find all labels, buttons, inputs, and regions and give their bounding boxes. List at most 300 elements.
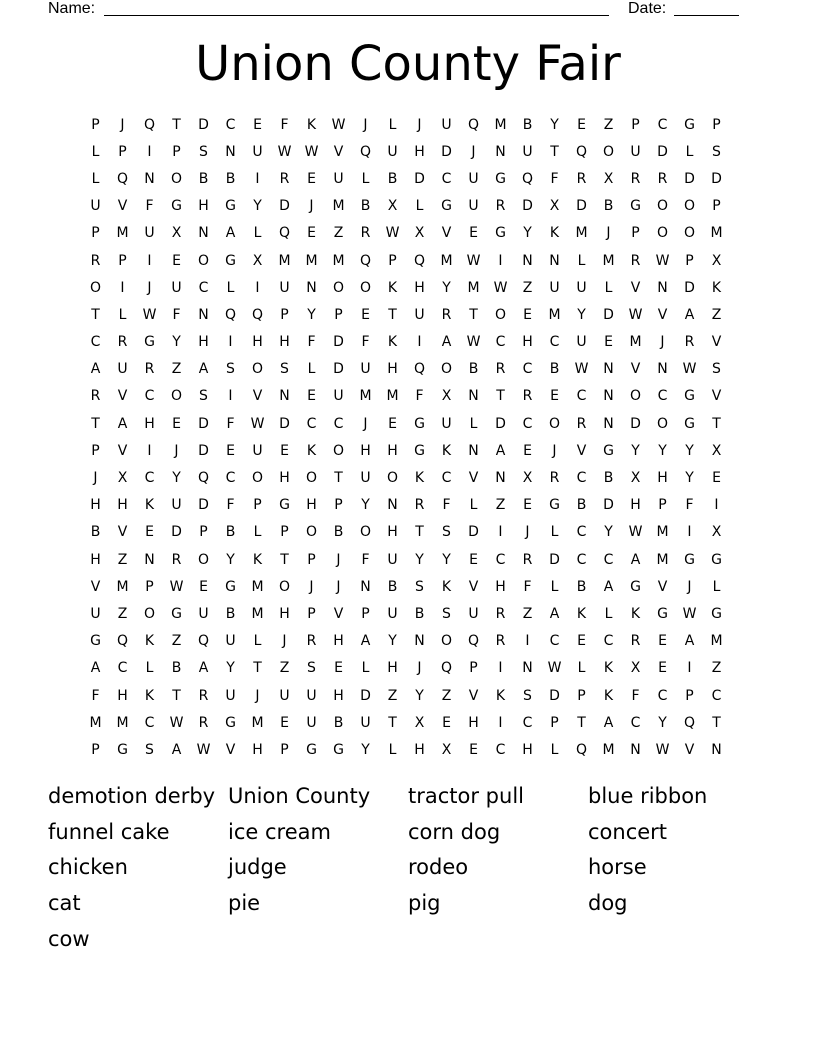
grid-letter[interactable]: N [144, 170, 155, 187]
grid-letter[interactable]: E [658, 660, 667, 677]
grid-letter[interactable]: U [333, 170, 344, 187]
grid-letter[interactable]: L [685, 143, 694, 160]
grid-letter[interactable]: R [90, 388, 101, 405]
grid-letter[interactable]: Q [197, 470, 210, 487]
grid-letter[interactable]: M [656, 524, 669, 541]
grid-letter[interactable]: L [388, 116, 397, 133]
grid-letter[interactable]: X [549, 198, 560, 215]
grid-letter[interactable]: O [440, 361, 453, 378]
grid-letter[interactable]: H [387, 660, 398, 677]
grid-letter[interactable]: D [576, 198, 587, 215]
grid-letter[interactable]: C [657, 116, 668, 133]
grid-letter[interactable]: B [333, 714, 344, 731]
grid-letter[interactable]: I [714, 497, 719, 514]
grid-letter[interactable]: H [144, 415, 155, 432]
grid-letter[interactable]: Z [495, 497, 506, 514]
grid-letter[interactable]: M [116, 225, 129, 242]
grid-letter[interactable]: I [498, 660, 503, 677]
grid-letter[interactable]: P [118, 252, 127, 269]
grid-letter[interactable]: D [171, 524, 182, 541]
grid-letter[interactable]: U [225, 633, 236, 650]
grid-letter[interactable]: V [630, 361, 641, 378]
grid-letter[interactable]: R [684, 334, 695, 351]
grid-letter[interactable]: P [172, 143, 181, 160]
grid-letter[interactable]: B [387, 170, 398, 187]
grid-letter[interactable]: Q [116, 170, 129, 187]
grid-letter[interactable]: L [253, 524, 262, 541]
grid-letter[interactable]: F [226, 415, 235, 432]
grid-letter[interactable]: X [522, 470, 533, 487]
grid-letter[interactable]: Y [415, 687, 424, 704]
grid-letter[interactable]: K [144, 687, 155, 704]
grid-letter[interactable]: L [550, 578, 559, 595]
grid-letter[interactable]: G [495, 225, 506, 242]
grid-letter[interactable]: O [359, 279, 372, 296]
grid-letter[interactable]: O [656, 198, 669, 215]
grid-letter[interactable]: G [495, 170, 506, 187]
grid-letter[interactable]: W [169, 578, 184, 595]
grid-letter[interactable]: K [711, 279, 722, 296]
grid-letter[interactable]: O [656, 225, 669, 242]
grid-letter[interactable]: X [711, 252, 722, 269]
grid-letter[interactable]: C [495, 551, 506, 568]
grid-letter[interactable]: U [90, 605, 101, 622]
grid-letter[interactable]: I [120, 279, 125, 296]
grid-letter[interactable]: G [279, 497, 290, 514]
grid-letter[interactable]: J [336, 578, 341, 595]
grid-letter[interactable]: U [522, 143, 533, 160]
grid-letter[interactable]: G [306, 741, 317, 758]
grid-letter[interactable]: I [147, 252, 152, 269]
grid-letter[interactable]: E [658, 633, 667, 650]
grid-letter[interactable]: Z [522, 279, 533, 296]
grid-letter[interactable]: N [711, 741, 722, 758]
grid-letter[interactable]: D [684, 170, 695, 187]
grid-letter[interactable]: L [91, 170, 100, 187]
grid-letter[interactable]: M [116, 714, 129, 731]
grid-letter[interactable]: G [225, 252, 236, 269]
grid-letter[interactable]: E [361, 306, 370, 323]
grid-letter[interactable]: C [144, 388, 155, 405]
grid-letter[interactable]: V [684, 741, 695, 758]
grid-letter[interactable]: W [196, 741, 211, 758]
grid-letter[interactable]: A [603, 578, 614, 595]
grid-letter[interactable]: S [442, 605, 451, 622]
grid-letter[interactable]: W [385, 225, 400, 242]
grid-letter[interactable]: D [333, 361, 344, 378]
grid-letter[interactable]: E [307, 388, 316, 405]
grid-letter[interactable]: O [386, 470, 399, 487]
grid-letter[interactable]: T [172, 116, 181, 133]
grid-letter[interactable]: J [282, 633, 287, 650]
grid-letter[interactable]: J [309, 578, 314, 595]
grid-letter[interactable]: R [630, 170, 641, 187]
grid-letter[interactable]: C [657, 687, 668, 704]
grid-letter[interactable]: K [603, 687, 614, 704]
grid-letter[interactable]: C [90, 334, 101, 351]
grid-letter[interactable]: X [630, 470, 641, 487]
grid-letter[interactable]: U [252, 143, 263, 160]
grid-letter[interactable]: A [495, 442, 506, 459]
grid-letter[interactable]: N [522, 252, 533, 269]
grid-letter[interactable]: J [147, 279, 152, 296]
grid-letter[interactable]: Z [117, 551, 128, 568]
grid-letter[interactable]: S [199, 143, 208, 160]
grid-letter[interactable]: E [172, 252, 181, 269]
grid-letter[interactable]: P [469, 660, 478, 677]
grid-letter[interactable]: W [655, 741, 670, 758]
grid-letter[interactable]: Z [171, 361, 182, 378]
grid-letter[interactable]: C [576, 524, 587, 541]
grid-letter[interactable]: B [225, 170, 236, 187]
grid-letter[interactable]: C [495, 334, 506, 351]
grid-letter[interactable]: O [251, 470, 264, 487]
grid-letter[interactable]: T [91, 306, 100, 323]
grid-letter[interactable]: N [414, 633, 425, 650]
grid-letter[interactable]: O [278, 578, 291, 595]
grid-letter[interactable]: K [576, 605, 587, 622]
grid-letter[interactable]: L [388, 741, 397, 758]
grid-letter[interactable]: F [145, 198, 154, 215]
grid-letter[interactable]: E [550, 388, 559, 405]
grid-letter[interactable]: E [523, 497, 532, 514]
grid-letter[interactable]: H [657, 470, 668, 487]
grid-letter[interactable]: L [307, 361, 316, 378]
grid-letter[interactable]: E [226, 442, 235, 459]
grid-letter[interactable]: Y [415, 551, 424, 568]
grid-letter[interactable]: N [603, 415, 614, 432]
grid-letter[interactable]: G [171, 198, 182, 215]
grid-letter[interactable]: P [145, 578, 154, 595]
grid-letter[interactable]: S [145, 741, 154, 758]
grid-letter[interactable]: M [251, 714, 264, 731]
grid-letter[interactable]: W [142, 306, 157, 323]
grid-letter[interactable]: E [307, 170, 316, 187]
grid-letter[interactable]: Y [361, 497, 370, 514]
grid-letter[interactable]: P [334, 497, 343, 514]
grid-letter[interactable]: F [550, 170, 559, 187]
grid-letter[interactable]: F [685, 497, 694, 514]
grid-letter[interactable]: H [117, 687, 128, 704]
grid-letter[interactable]: W [682, 605, 697, 622]
grid-letter[interactable]: I [147, 442, 152, 459]
grid-letter[interactable]: D [603, 306, 614, 323]
grid-letter[interactable]: T [280, 551, 289, 568]
grid-letter[interactable]: U [306, 714, 317, 731]
grid-letter[interactable]: A [171, 741, 182, 758]
grid-letter[interactable]: Z [117, 605, 128, 622]
grid-letter[interactable]: C [576, 470, 587, 487]
grid-letter[interactable]: P [280, 741, 289, 758]
grid-letter[interactable]: D [522, 198, 533, 215]
grid-letter[interactable]: A [603, 714, 614, 731]
grid-letter[interactable]: H [252, 741, 263, 758]
grid-letter[interactable]: B [333, 524, 344, 541]
grid-letter[interactable]: Z [171, 633, 182, 650]
grid-letter[interactable]: C [144, 470, 155, 487]
grid-letter[interactable]: U [468, 170, 479, 187]
grid-letter[interactable]: F [280, 116, 289, 133]
grid-letter[interactable]: Q [413, 361, 426, 378]
grid-letter[interactable]: V [576, 442, 587, 459]
grid-letter[interactable]: D [279, 198, 290, 215]
grid-letter[interactable]: T [469, 306, 478, 323]
grid-letter[interactable]: G [603, 442, 614, 459]
grid-letter[interactable]: P [712, 198, 721, 215]
grid-letter[interactable]: G [225, 198, 236, 215]
grid-letter[interactable]: A [198, 361, 209, 378]
grid-letter[interactable]: C [306, 415, 317, 432]
grid-letter[interactable]: C [576, 551, 587, 568]
grid-letter[interactable]: V [117, 442, 128, 459]
grid-letter[interactable]: V [711, 334, 722, 351]
grid-letter[interactable]: Q [197, 633, 210, 650]
grid-letter[interactable]: D [198, 497, 209, 514]
grid-letter[interactable]: R [495, 633, 506, 650]
grid-letter[interactable]: H [198, 198, 209, 215]
grid-letter[interactable]: E [577, 633, 586, 650]
grid-letter[interactable]: I [687, 524, 692, 541]
grid-letter[interactable]: L [604, 279, 613, 296]
grid-letter[interactable]: M [332, 252, 345, 269]
grid-letter[interactable]: R [306, 633, 317, 650]
grid-letter[interactable]: J [363, 116, 368, 133]
grid-letter[interactable]: Z [711, 660, 722, 677]
grid-letter[interactable]: V [657, 578, 668, 595]
grid-letter[interactable]: Q [224, 306, 237, 323]
grid-letter[interactable]: C [495, 741, 506, 758]
grid-letter[interactable]: R [630, 633, 641, 650]
grid-letter[interactable]: W [331, 116, 346, 133]
grid-letter[interactable]: V [252, 388, 263, 405]
grid-letter[interactable]: Z [522, 605, 533, 622]
grid-letter[interactable]: R [279, 170, 290, 187]
grid-letter[interactable]: R [630, 252, 641, 269]
grid-letter[interactable]: M [467, 279, 480, 296]
grid-letter[interactable]: R [657, 170, 668, 187]
grid-letter[interactable]: L [550, 741, 559, 758]
grid-letter[interactable]: U [576, 334, 587, 351]
grid-letter[interactable]: B [198, 170, 209, 187]
grid-letter[interactable]: P [658, 497, 667, 514]
grid-letter[interactable]: N [306, 279, 317, 296]
grid-letter[interactable]: W [169, 714, 184, 731]
grid-letter[interactable]: K [630, 605, 641, 622]
grid-letter[interactable]: D [711, 170, 722, 187]
grid-letter[interactable]: N [657, 279, 668, 296]
grid-letter[interactable]: H [387, 524, 398, 541]
grid-letter[interactable]: T [172, 687, 181, 704]
grid-letter[interactable]: Z [387, 687, 398, 704]
grid-letter[interactable]: E [280, 442, 289, 459]
grid-letter[interactable]: B [468, 361, 479, 378]
grid-letter[interactable]: J [255, 687, 260, 704]
grid-letter[interactable]: F [523, 578, 532, 595]
grid-letter[interactable]: L [550, 524, 559, 541]
grid-letter[interactable]: A [90, 361, 101, 378]
grid-letter[interactable]: U [198, 605, 209, 622]
date-write-line[interactable] [674, 15, 739, 16]
grid-letter[interactable]: T [550, 143, 559, 160]
grid-letter[interactable]: J [606, 225, 611, 242]
grid-letter[interactable]: V [657, 306, 668, 323]
grid-letter[interactable]: U [90, 198, 101, 215]
grid-letter[interactable]: O [683, 198, 696, 215]
grid-letter[interactable]: D [198, 415, 209, 432]
grid-letter[interactable]: L [91, 143, 100, 160]
grid-letter[interactable]: C [522, 361, 533, 378]
grid-letter[interactable]: L [118, 306, 127, 323]
grid-letter[interactable]: U [279, 279, 290, 296]
grid-letter[interactable]: M [359, 388, 372, 405]
grid-letter[interactable]: P [280, 524, 289, 541]
grid-letter[interactable]: R [117, 334, 128, 351]
grid-letter[interactable]: Z [333, 225, 344, 242]
grid-letter[interactable]: V [117, 198, 128, 215]
grid-letter[interactable]: M [386, 388, 399, 405]
grid-letter[interactable]: U [252, 442, 263, 459]
grid-letter[interactable]: X [414, 225, 425, 242]
grid-letter[interactable]: P [253, 497, 262, 514]
grid-letter[interactable]: G [711, 605, 722, 622]
grid-letter[interactable]: W [628, 306, 643, 323]
grid-letter[interactable]: H [522, 741, 533, 758]
grid-letter[interactable]: S [712, 361, 721, 378]
grid-letter[interactable]: P [307, 551, 316, 568]
grid-letter[interactable]: Q [440, 660, 453, 677]
grid-letter[interactable]: Q [683, 714, 696, 731]
grid-letter[interactable]: T [712, 714, 721, 731]
grid-letter[interactable]: G [630, 198, 641, 215]
grid-letter[interactable]: E [469, 741, 478, 758]
grid-letter[interactable]: V [630, 279, 641, 296]
grid-letter[interactable]: J [120, 116, 125, 133]
grid-letter[interactable]: H [279, 334, 290, 351]
grid-letter[interactable]: L [415, 198, 424, 215]
grid-letter[interactable]: H [387, 442, 398, 459]
grid-letter[interactable]: J [660, 334, 665, 351]
grid-letter[interactable]: U [279, 687, 290, 704]
grid-letter[interactable]: B [576, 497, 587, 514]
grid-letter[interactable]: T [388, 714, 397, 731]
grid-letter[interactable]: I [525, 633, 530, 650]
grid-letter[interactable]: X [414, 714, 425, 731]
grid-letter[interactable]: G [144, 334, 155, 351]
grid-letter[interactable]: P [91, 116, 100, 133]
grid-letter[interactable]: L [361, 660, 370, 677]
grid-letter[interactable]: M [332, 198, 345, 215]
grid-letter[interactable]: J [93, 470, 98, 487]
grid-letter[interactable]: P [361, 605, 370, 622]
grid-letter[interactable]: T [91, 415, 100, 432]
grid-letter[interactable]: E [469, 551, 478, 568]
grid-letter[interactable]: L [712, 578, 721, 595]
grid-letter[interactable]: U [549, 279, 560, 296]
grid-letter[interactable]: Y [307, 306, 316, 323]
grid-letter[interactable]: X [603, 170, 614, 187]
grid-letter[interactable]: J [525, 524, 530, 541]
grid-letter[interactable]: R [441, 306, 452, 323]
grid-letter[interactable]: Z [711, 306, 722, 323]
grid-letter[interactable]: Q [359, 252, 372, 269]
grid-letter[interactable]: C [117, 660, 128, 677]
grid-letter[interactable]: F [172, 306, 181, 323]
grid-letter[interactable]: N [279, 388, 290, 405]
grid-letter[interactable]: B [90, 524, 101, 541]
grid-letter[interactable]: F [415, 388, 424, 405]
grid-letter[interactable]: H [495, 578, 506, 595]
grid-letter[interactable]: N [522, 660, 533, 677]
grid-letter[interactable]: R [198, 714, 209, 731]
grid-letter[interactable]: R [144, 361, 155, 378]
grid-letter[interactable]: P [91, 442, 100, 459]
grid-letter[interactable]: Q [278, 225, 291, 242]
grid-letter[interactable]: U [441, 415, 452, 432]
grid-letter[interactable]: U [414, 306, 425, 323]
grid-letter[interactable]: V [441, 225, 452, 242]
grid-letter[interactable]: M [602, 252, 615, 269]
grid-letter[interactable]: N [198, 225, 209, 242]
grid-letter[interactable]: F [307, 334, 316, 351]
grid-letter[interactable]: P [334, 306, 343, 323]
grid-letter[interactable]: A [360, 633, 371, 650]
grid-letter[interactable]: J [174, 442, 179, 459]
grid-letter[interactable]: B [576, 578, 587, 595]
grid-letter[interactable]: G [630, 578, 641, 595]
grid-letter[interactable]: D [657, 143, 668, 160]
grid-letter[interactable]: I [498, 524, 503, 541]
grid-letter[interactable]: S [199, 388, 208, 405]
grid-letter[interactable]: Q [467, 633, 480, 650]
grid-letter[interactable]: U [630, 143, 641, 160]
grid-letter[interactable]: M [575, 225, 588, 242]
grid-letter[interactable]: U [171, 497, 182, 514]
grid-letter[interactable]: Y [631, 442, 640, 459]
grid-letter[interactable]: N [495, 470, 506, 487]
grid-letter[interactable]: J [471, 143, 476, 160]
grid-letter[interactable]: D [333, 334, 344, 351]
grid-letter[interactable]: C [441, 170, 452, 187]
grid-letter[interactable]: G [657, 605, 668, 622]
grid-letter[interactable]: Z [603, 116, 614, 133]
grid-letter[interactable]: P [631, 225, 640, 242]
grid-letter[interactable]: A [198, 660, 209, 677]
grid-letter[interactable]: M [656, 551, 669, 568]
grid-letter[interactable]: B [171, 660, 182, 677]
grid-letter[interactable]: C [711, 687, 722, 704]
grid-letter[interactable]: C [198, 279, 209, 296]
grid-letter[interactable]: Y [658, 714, 667, 731]
grid-letter[interactable]: A [684, 306, 695, 323]
grid-letter[interactable]: M [89, 714, 102, 731]
grid-letter[interactable]: W [628, 524, 643, 541]
grid-letter[interactable]: M [251, 605, 264, 622]
grid-letter[interactable]: D [495, 415, 506, 432]
grid-letter[interactable]: A [684, 633, 695, 650]
grid-letter[interactable]: R [522, 551, 533, 568]
grid-letter[interactable]: Y [388, 633, 397, 650]
grid-letter[interactable]: P [91, 225, 100, 242]
grid-letter[interactable]: Q [251, 306, 264, 323]
grid-letter[interactable]: K [441, 442, 452, 459]
grid-letter[interactable]: K [495, 687, 506, 704]
grid-letter[interactable]: H [90, 551, 101, 568]
grid-letter[interactable]: H [279, 470, 290, 487]
grid-letter[interactable]: U [360, 470, 371, 487]
grid-letter[interactable]: Q [575, 741, 588, 758]
grid-letter[interactable]: R [576, 170, 587, 187]
grid-letter[interactable]: O [440, 633, 453, 650]
